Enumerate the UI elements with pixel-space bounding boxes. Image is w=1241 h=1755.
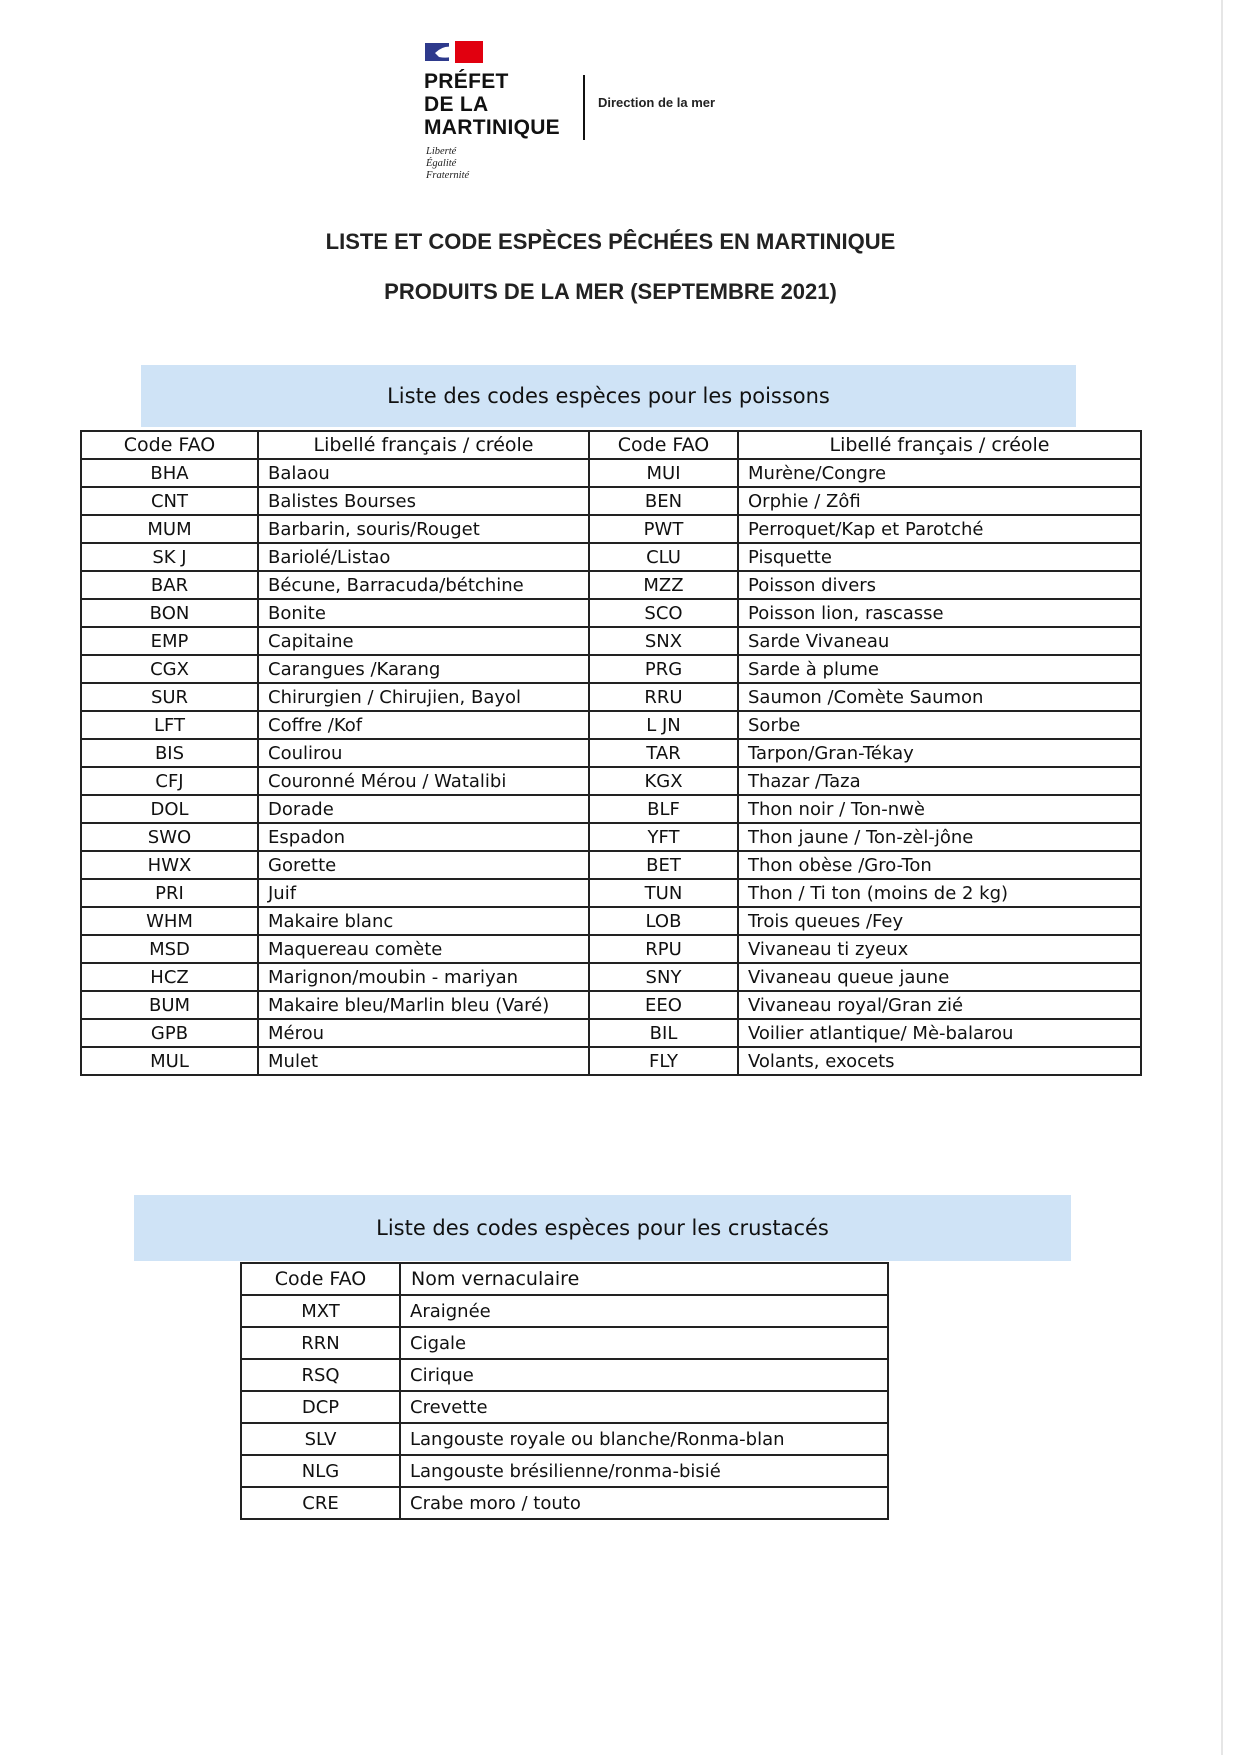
species-code: DOL [81,795,258,823]
species-code: RSQ [241,1359,400,1391]
species-code: FLY [589,1047,738,1075]
vernacular-name: Araignée [400,1295,888,1327]
species-label: Vivaneau queue jaune [738,963,1141,991]
species-code: SLV [241,1423,400,1455]
species-label: Poisson lion, rascasse [738,599,1141,627]
fish-section-heading: Liste des codes espèces pour les poissons [141,365,1076,427]
species-code: SWO [81,823,258,851]
species-label: Capitaine [258,627,589,655]
species-code: CLU [589,543,738,571]
species-label: Thon / Ti ton (moins de 2 kg) [738,879,1141,907]
species-code: BET [589,851,738,879]
vernacular-name: Crabe moro / touto [400,1487,888,1519]
species-label: Makaire bleu/Marlin bleu (Varé) [258,991,589,1019]
page-edge-line [1221,0,1223,1755]
table-row [81,767,1141,795]
table-row [81,459,1141,487]
species-code: CFJ [81,767,258,795]
species-code: MUL [81,1047,258,1075]
table-row [81,515,1141,543]
header-separator [583,75,585,140]
species-code: MUM [81,515,258,543]
table-row [81,683,1141,711]
motto-line: Égalité [426,158,457,169]
table-row [81,1019,1141,1047]
species-code: L JN [589,711,738,739]
table-row [81,935,1141,963]
species-label: Mérou [258,1019,589,1047]
table-row [81,795,1141,823]
species-label: Balistes Bourses [258,487,589,515]
species-code: BON [81,599,258,627]
species-label: Bariolé/Listao [258,543,589,571]
species-label: Saumon /Comète Saumon [738,683,1141,711]
table-row [81,599,1141,627]
table-row [81,655,1141,683]
column-header: Code FAO [81,431,258,459]
main-title: LISTE ET CODE ESPÈCES PÊCHÉES EN MARTINIQUE [325,229,896,254]
table-row [81,543,1141,571]
species-code: BLF [589,795,738,823]
species-label: Trois queues /Fey [738,907,1141,935]
vernacular-name: Langouste brésilienne/ronma-bisié [400,1455,888,1487]
table-row [241,1295,888,1327]
table-header-row [81,431,1141,459]
species-code: NLG [241,1455,400,1487]
table-row [81,711,1141,739]
species-label: Sorbe [738,711,1141,739]
species-label: Orphie / Zôfi [738,487,1141,515]
table-row [81,571,1141,599]
species-label: Murène/Congre [738,459,1141,487]
species-label: Dorade [258,795,589,823]
species-code: SNY [589,963,738,991]
column-header: Libellé français / créole [738,431,1141,459]
species-label: Sarde Vivaneau [738,627,1141,655]
species-code: MSD [81,935,258,963]
prefet-line: MARTINIQUE [424,116,560,139]
species-code: YFT [589,823,738,851]
species-label: Vivaneau ti zyeux [738,935,1141,963]
species-label: Chirurgien / Chirujien, Bayol [258,683,589,711]
vernacular-name: Crevette [400,1391,888,1423]
species-code: RRU [589,683,738,711]
species-label: Maquereau comète [258,935,589,963]
species-label: Gorette [258,851,589,879]
species-code: MZZ [589,571,738,599]
column-header: Nom vernaculaire [400,1263,888,1295]
vernacular-name: Cigale [400,1327,888,1359]
species-label: Couronné Mérou / Watalibi [258,767,589,795]
species-label: Vivaneau royal/Gran zié [738,991,1141,1019]
table-row [241,1423,888,1455]
prefet-line: PRÉFET [424,70,509,93]
marianne-logo-icon [425,41,485,63]
species-label: Makaire blanc [258,907,589,935]
vernacular-name: Cirique [400,1359,888,1391]
species-code: BAR [81,571,258,599]
motto-line: Liberté [426,146,457,157]
column-header: Code FAO [589,431,738,459]
species-code: RRN [241,1327,400,1359]
species-label: Voilier atlantique/ Mè-balarou [738,1019,1141,1047]
species-label: Sarde à plume [738,655,1141,683]
table-row [241,1487,888,1519]
species-label: Carangues /Karang [258,655,589,683]
species-label: Pisquette [738,543,1141,571]
species-code: HWX [81,851,258,879]
species-code: BIS [81,739,258,767]
table-row [81,879,1141,907]
column-header: Code FAO [241,1263,400,1295]
species-code: TAR [589,739,738,767]
species-label: Balaou [258,459,589,487]
species-code: LOB [589,907,738,935]
table-row [81,739,1141,767]
species-code: PRI [81,879,258,907]
fish-table [80,430,1142,1076]
species-label: Thazar /Taza [738,767,1141,795]
species-code: RPU [589,935,738,963]
crust-section-heading: Liste des codes espèces pour les crustacés [134,1195,1071,1261]
prefet-line: DE LA [424,93,489,116]
species-label: Bécune, Barracuda/bétchine [258,571,589,599]
motto-line: Fraternité [426,170,470,181]
species-code: TUN [589,879,738,907]
table-row [81,991,1141,1019]
direction-label: Direction de la mer [598,95,716,110]
species-code: PWT [589,515,738,543]
species-label: Espadon [258,823,589,851]
table-row [241,1359,888,1391]
table-row [81,487,1141,515]
species-label: Juif [258,879,589,907]
species-label: Coulirou [258,739,589,767]
species-code: CGX [81,655,258,683]
species-code: SCO [589,599,738,627]
species-code: BHA [81,459,258,487]
species-code: BIL [589,1019,738,1047]
table-row [241,1327,888,1359]
species-code: DCP [241,1391,400,1423]
sub-title: PRODUITS DE LA MER (SEPTEMBRE 2021) [384,279,837,304]
species-code: PRG [589,655,738,683]
species-label: Thon jaune / Ton-zèl-jône [738,823,1141,851]
species-code: CRE [241,1487,400,1519]
species-label: Thon noir / Ton-nwè [738,795,1141,823]
species-code: MXT [241,1295,400,1327]
species-code: HCZ [81,963,258,991]
table-row [81,627,1141,655]
table-row [81,963,1141,991]
species-code: BUM [81,991,258,1019]
species-label: Volants, exocets [738,1047,1141,1075]
species-label: Tarpon/Gran-Tékay [738,739,1141,767]
species-code: LFT [81,711,258,739]
species-code: SK J [81,543,258,571]
species-label: Perroquet/Kap et Parotché [738,515,1141,543]
species-code: SNX [589,627,738,655]
table-row [81,1047,1141,1075]
species-label: Thon obèse /Gro-Ton [738,851,1141,879]
species-code: EMP [81,627,258,655]
vernacular-name: Langouste royale ou blanche/Ronma-blan [400,1423,888,1455]
column-header: Libellé français / créole [258,431,589,459]
table-row [81,851,1141,879]
species-code: GPB [81,1019,258,1047]
species-label: Bonite [258,599,589,627]
table-row [241,1455,888,1487]
species-code: KGX [589,767,738,795]
species-label: Coffre /Kof [258,711,589,739]
table-row [241,1391,888,1423]
species-code: EEO [589,991,738,1019]
species-code: MUI [589,459,738,487]
table-header-row [241,1263,888,1295]
species-code: BEN [589,487,738,515]
republic-motto [426,146,546,182]
species-label: Mulet [258,1047,589,1075]
species-code: CNT [81,487,258,515]
table-row [81,907,1141,935]
species-label: Marignon/moubin - mariyan [258,963,589,991]
species-label: Barbarin, souris/Rouget [258,515,589,543]
prefet-name [424,70,584,139]
species-label: Poisson divers [738,571,1141,599]
crustacean-table [240,1262,889,1520]
species-code: SUR [81,683,258,711]
species-code: WHM [81,907,258,935]
table-row [81,823,1141,851]
